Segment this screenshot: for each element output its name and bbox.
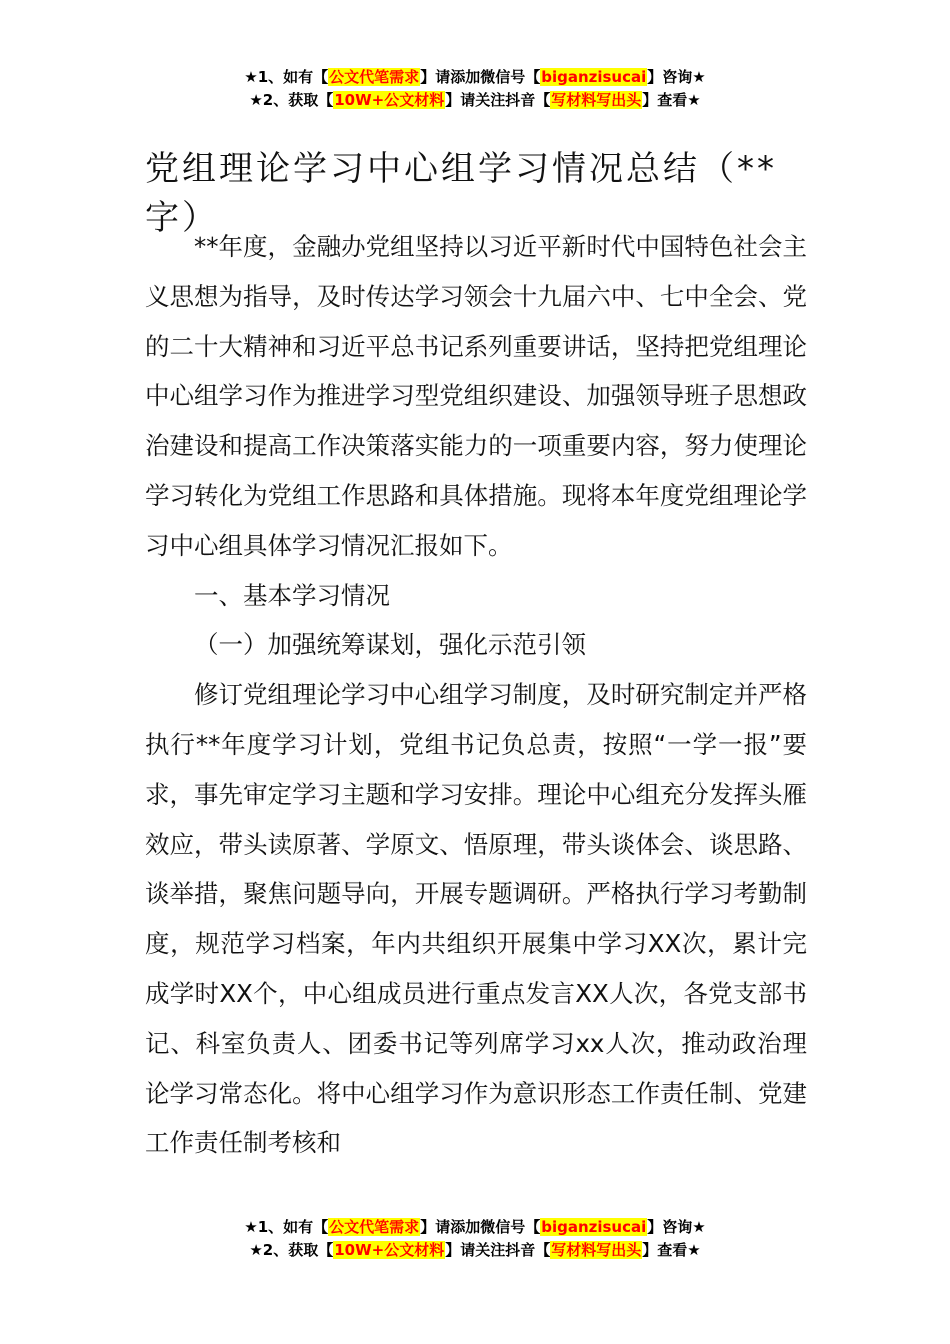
banner-text: 】请添加微信号【 [420,68,541,86]
banner-highlight: 10W+公文材料 [334,1241,445,1259]
footer-banner [0,1216,950,1262]
banner-line-1 [0,1216,950,1239]
banner-text: 】请添加微信号【 [420,1218,541,1236]
banner-highlight-wechat-id: biganzisucai [541,68,647,86]
banner-line-1 [0,66,950,89]
banner-highlight: 公文代笔需求 [329,68,420,86]
banner-line-2 [0,89,950,112]
banner-line-2 [0,1239,950,1262]
paragraph-intro: **年度，金融办党组坚持以习近平新时代中国特色社会主义思想为指导，及时传达学习领会十九届六中、七中全会、党的二十大精神和习近平总书记系列重要讲话，坚持把党组理论中心组学习作为推进学习型党组织建设、加强领导班子思想政治建设和提高工作决策落实能力的一项重要内容，努力使理论学习转化为党组工作思路和具体措施。现将本年度党组理论学习中心组具体学习情况汇报如下。 [145,232,807,560]
banner-text: 】请关注抖音【 [445,91,551,109]
banner-highlight-wechat-id: biganzisucai [541,1218,647,1236]
header-banner [0,66,950,112]
banner-highlight-douyin-id: 写材料写出头 [551,91,642,109]
banner-text: ★2、获取【 [249,1241,334,1259]
banner-text: 】查看★ [642,91,701,109]
subsection-heading: （一）加强统筹谋划，强化示范引领 [194,630,586,660]
document-body [145,222,807,1168]
banner-text: 】查看★ [642,1241,701,1259]
banner-highlight-douyin-id: 写材料写出头 [551,1241,642,1259]
document-title: 党组理论学习中心组学习情况总结（**字） [145,148,777,238]
banner-text: 】咨询★ [647,68,706,86]
banner-text: 】咨询★ [647,1218,706,1236]
banner-highlight: 10W+公文材料 [334,91,445,109]
paragraph-body: 修订党组理论学习中心组学习制度，及时研究制定并严格执行**年度学习计划，党组书记负总责，按照“一学一报”要求，事先审定学习主题和学习安排。理论中心组充分发挥头雁效应，带头读原著、学原文、悟原理，带头谈体会、谈思路、谈举措，聚焦问题导向，开展专题调研。严格执行学习考勤制度，规范学习档案，年内共组织开展集中学习XX次，累计完成学时XX个，中心组成员进行重点发言XX人次，各党支部书记、科室负责人、团委书记等列席学习xx人次，推动政治理论学习常态化。将中心组学习作为意识形态工作责任制、党建工作责任制考核和 [145,680,807,1158]
banner-text: 】请关注抖音【 [445,1241,551,1259]
banner-text: ★2、获取【 [249,91,334,109]
banner-text: ★1、如有【 [244,1218,329,1236]
section-heading: 一、基本学习情况 [194,580,390,610]
banner-highlight: 公文代笔需求 [329,1218,420,1236]
banner-text: ★1、如有【 [244,68,329,86]
